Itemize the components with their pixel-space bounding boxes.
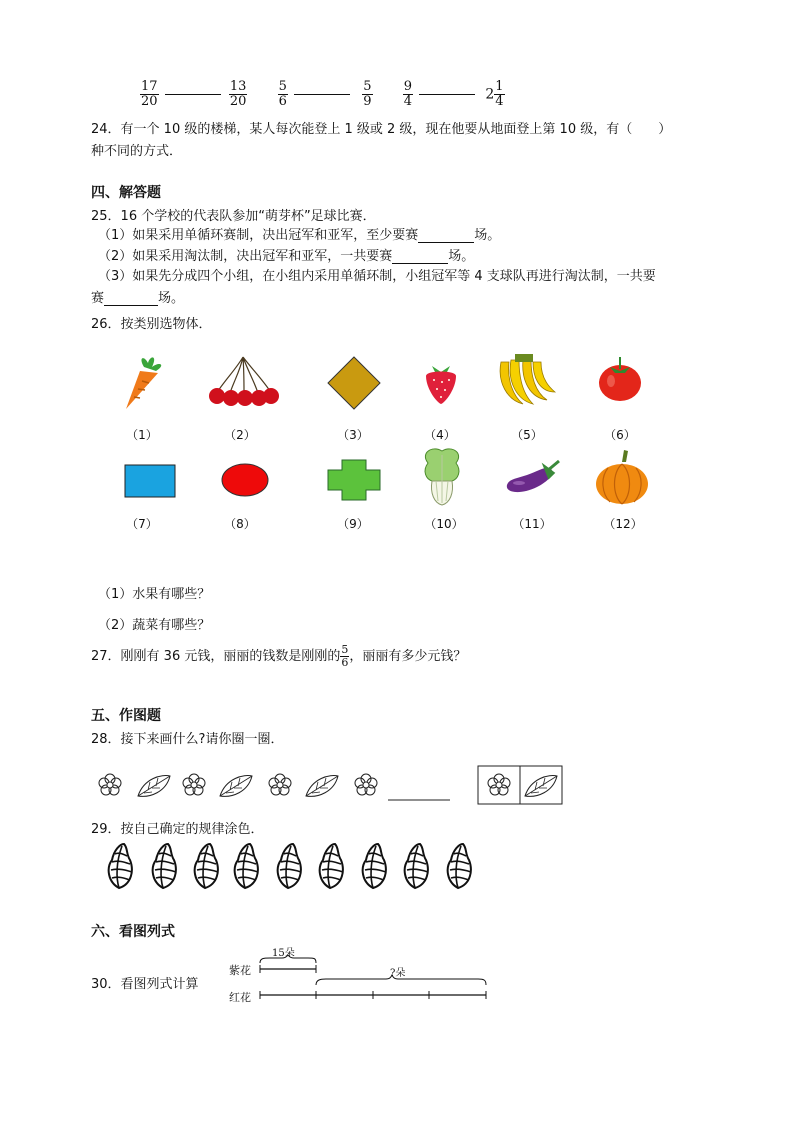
cabbage-icon	[418, 445, 466, 507]
item-label: （5）	[511, 428, 543, 442]
strawberry-icon	[422, 358, 460, 406]
compare-row	[140, 80, 505, 109]
shell-icon[interactable]	[358, 842, 388, 890]
item-label: （4）	[424, 428, 456, 442]
q24-line2: 种不同的方式．	[91, 144, 183, 159]
carrot-icon	[116, 353, 176, 411]
fraction: $\frac{5}{6}$	[278, 79, 287, 109]
fraction: $\frac{9}{4}$	[403, 79, 413, 109]
mixed-number-whole: 2	[485, 86, 495, 103]
diamond-shape	[326, 355, 382, 411]
leaf-icon	[138, 776, 170, 797]
row-label-purple: 紫花	[229, 964, 251, 977]
shell-icon[interactable]	[400, 842, 430, 890]
rectangle-shape	[124, 464, 176, 498]
shell-icon[interactable]	[273, 842, 303, 890]
q27: 27．刚刚有 36 元钱，丽丽的钱数是刚刚的 $\frac{5}{6}$ ，丽丽有多少元钱？	[91, 643, 467, 669]
item-label: （9）	[337, 517, 369, 531]
row-label-red: 红花	[229, 991, 251, 1004]
q26-sub1: （1）水果有哪些？	[98, 587, 211, 602]
answer-blank[interactable]	[419, 94, 475, 95]
q26-sub2: （2）蔬菜有哪些？	[98, 618, 211, 633]
item-label: （11）	[512, 517, 552, 531]
answer-blank[interactable]	[392, 263, 448, 264]
leaf-icon	[220, 776, 252, 797]
item-label: （8）	[224, 517, 256, 531]
option-box	[520, 766, 562, 804]
cross-shape	[326, 458, 382, 502]
item-label: （3）	[337, 428, 369, 442]
q25-part3-line1: （3）如果先分成四个小组，在小组内采用单循环制，小组冠军等 4 支球队再进行淘汰制，一共要	[98, 269, 656, 284]
cherries-icon	[206, 353, 280, 409]
flower-icon	[183, 774, 205, 795]
q30-stem: 30．看图列式计算	[91, 977, 199, 992]
shell-icon[interactable]	[443, 842, 473, 890]
bar-diagram	[256, 955, 492, 1005]
bananas-icon	[493, 352, 557, 410]
shell-icon[interactable]	[190, 842, 220, 890]
leaf-icon	[525, 776, 557, 797]
fraction: $\frac{13}{20}$	[229, 79, 247, 109]
shell-icon[interactable]	[315, 842, 345, 890]
q24-line1: 24．有一个 10 级的楼梯，某人每次能登上 1 级或 2 级，现在他要从地面登上第 10 级，有（ ）	[91, 122, 672, 137]
fraction: $\frac{5}{6}$	[341, 643, 349, 669]
fraction: $\frac{5}{9}$	[363, 79, 372, 109]
answer-blank[interactable]	[104, 305, 158, 306]
ellipse-shape	[220, 462, 270, 498]
item-label: （12）	[603, 517, 643, 531]
value-label: 15朵	[272, 948, 295, 959]
flower-icon	[269, 774, 291, 795]
pumpkin-icon	[594, 448, 650, 506]
answer-blank[interactable]	[418, 242, 474, 243]
tomato-icon	[597, 355, 643, 403]
q25-part3-line2: 赛 场。	[91, 291, 185, 306]
item-label: （7）	[126, 517, 158, 531]
q25-part2: （2）如果采用淘汰制，决出冠军和亚军，一共要赛 场。	[98, 249, 475, 264]
item-label: （1）	[126, 428, 158, 442]
eggplant-icon	[503, 459, 561, 497]
answer-blank[interactable]	[294, 94, 350, 95]
section-title: 四、解答题	[91, 185, 161, 201]
item-label: （2）	[224, 428, 256, 442]
fraction: $\frac{1}{4}$	[495, 79, 504, 109]
answer-blank[interactable]	[165, 94, 221, 95]
unknown-label: ?朵	[390, 968, 406, 979]
section-title: 六、看图列式	[91, 924, 175, 940]
q25-part1: （1）如果采用单循环赛制，决出冠军和亚军，至少要赛 场。	[98, 228, 501, 243]
flower-icon	[355, 774, 377, 795]
shell-icon[interactable]	[104, 842, 134, 890]
item-label: （6）	[604, 428, 636, 442]
flower-icon	[99, 774, 121, 795]
q29-stem: 29．按自己确定的规律涂色．	[91, 822, 264, 837]
q26-stem: 26．按类别选物体．	[91, 317, 212, 332]
shell-icon[interactable]	[230, 842, 260, 890]
leaf-icon	[306, 776, 338, 797]
section-title: 五、作图题	[91, 708, 161, 724]
q25-stem: 25．16 个学校的代表队参加“萌芽杯”足球比赛．	[91, 209, 376, 224]
q28-stem: 28．接下来画什么?请你圈一圈．	[91, 732, 284, 747]
shell-icon[interactable]	[148, 842, 178, 890]
flower-icon	[488, 774, 510, 795]
fraction: $\frac{17}{20}$	[141, 79, 158, 109]
flower-leaf-pattern	[94, 764, 570, 806]
item-label: （10）	[424, 517, 464, 531]
